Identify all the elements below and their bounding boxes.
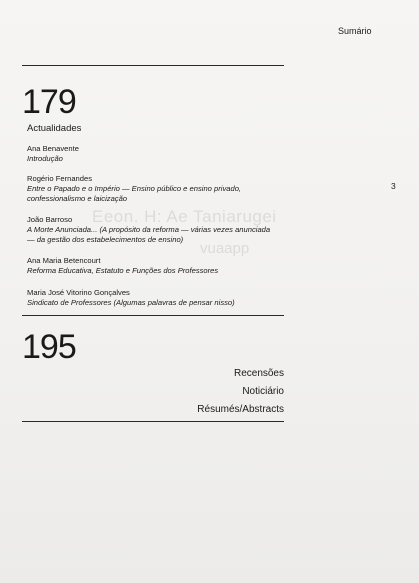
toc-entry[interactable]	[27, 215, 277, 245]
page-number-195: 195	[22, 328, 76, 366]
page-reference: 3	[391, 181, 396, 191]
show-through-text: vuaapp	[200, 240, 250, 257]
toc-item-resumes[interactable]: Résumés/Abstracts	[197, 404, 284, 415]
section-header: Sumário	[338, 26, 372, 36]
page-number-179: 179	[22, 83, 76, 121]
entry-title: Reforma Educativa, Estatuto e Funções dos Professores	[27, 266, 219, 275]
divider	[22, 315, 284, 316]
divider	[22, 65, 284, 66]
divider	[22, 421, 284, 422]
toc-item-recensoes[interactable]: Recensões	[233, 368, 284, 379]
entry-title: Sindicato de Professores (Algumas palavras de pensar nisso)	[27, 298, 235, 307]
entry-title: Introdução	[27, 154, 63, 163]
show-through-text: Eeon. H: Ae Taniarugei	[92, 207, 277, 226]
entry-author: Maria José Vitorino Gonçalves	[27, 288, 130, 297]
toc-entry[interactable]	[27, 174, 277, 204]
entry-author: Ana Maria Betencourt	[27, 256, 101, 265]
entry-author: Ana Benavente	[27, 144, 79, 153]
toc-entry[interactable]	[27, 256, 277, 276]
entry-title: A Morte Anunciada... (A propósito da reforma — várias vezes anunciada — da gestão dos estabelecimentos de ensino)	[27, 225, 271, 244]
entry-title: Entre o Papado e o Império — Ensino público e ensino privado, confessionalismo e laicização	[27, 184, 242, 203]
entry-author: Rogério Fernandes	[27, 174, 93, 183]
section-title: Actualidades	[27, 123, 82, 134]
toc-entry[interactable]	[27, 288, 277, 308]
entry-author: João Barroso	[27, 215, 73, 224]
toc-entry[interactable]	[27, 144, 277, 164]
toc-item-noticiario[interactable]: Noticiário	[242, 386, 284, 397]
